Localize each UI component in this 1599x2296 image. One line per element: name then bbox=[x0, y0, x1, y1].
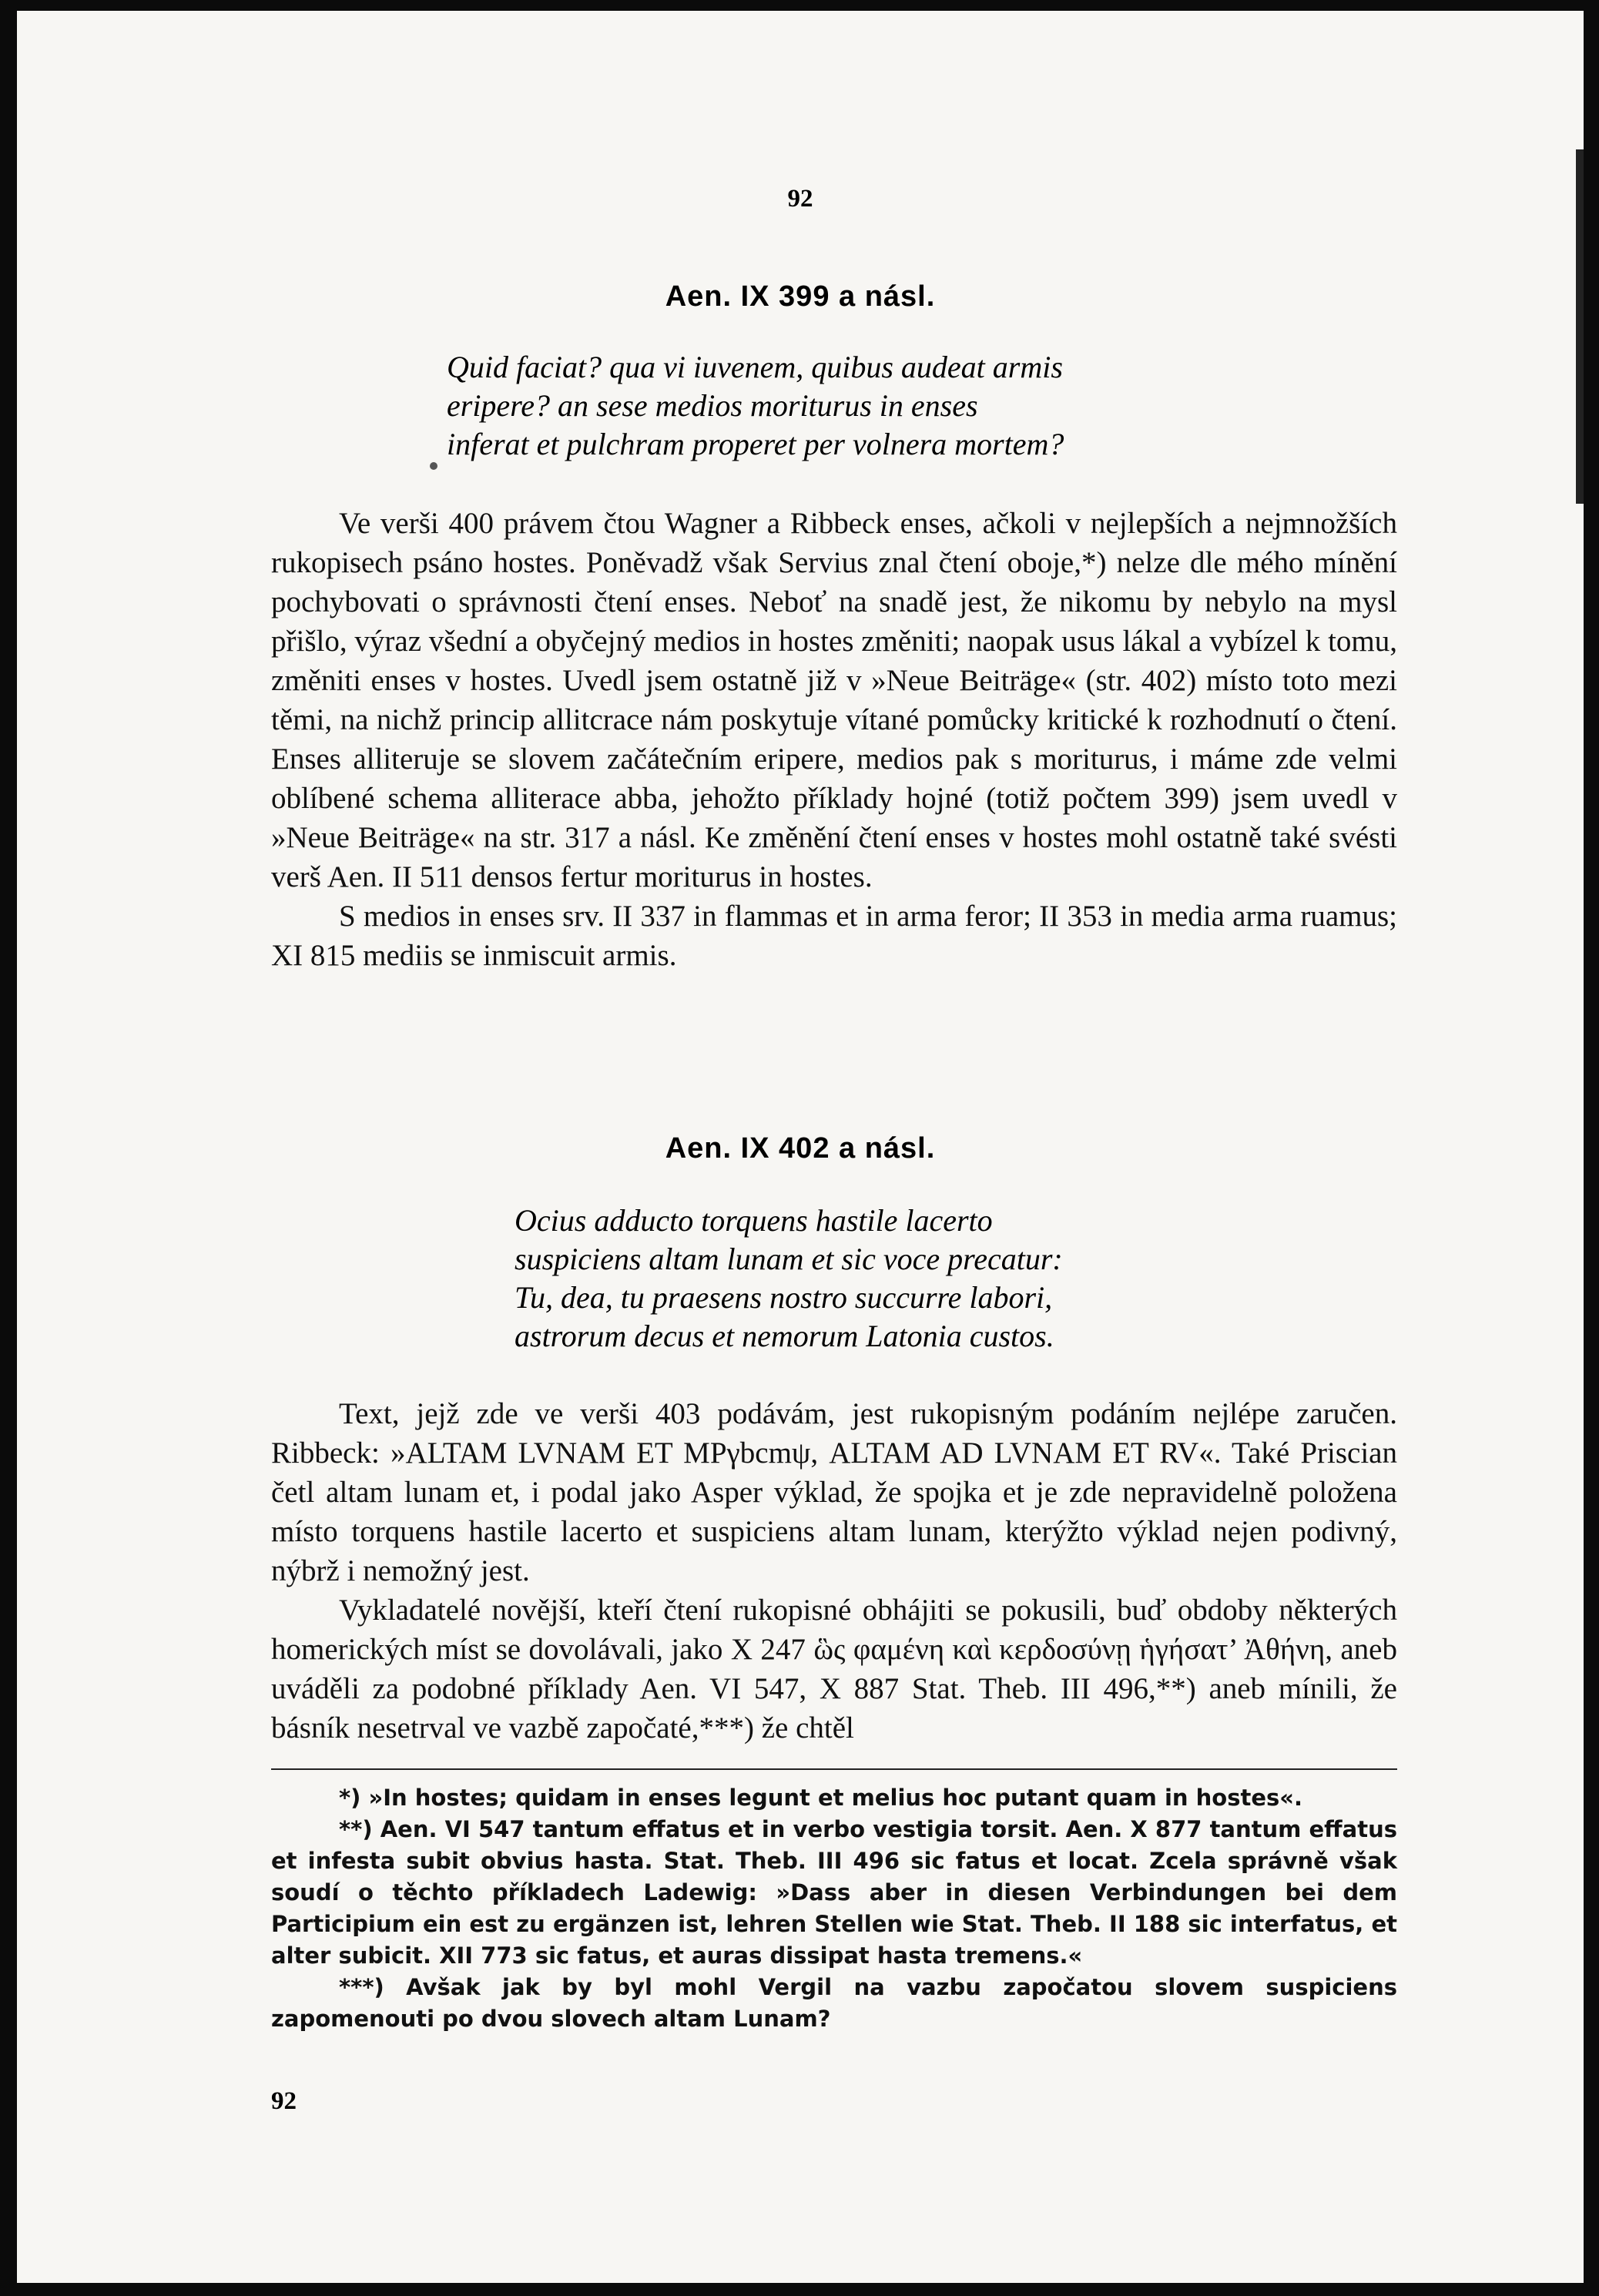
footnotes bbox=[271, 1782, 1397, 2035]
page-number-top: 92 bbox=[787, 185, 813, 213]
footnote: **) Aen. VI 547 tantum effatus et in verbo vestigia torsit. Aen. X 877 tantum effatus et infesta subit obvius hasta. Stat. Theb. III 496 sic fatus et locat. Zcela správně však soudí o těchto příkladech Ladewig: »Dass aber in diesen Verbindungen bei dem Participium ein est zu ergänzen ist, lehren Stellen wie Stat. Theb. II 188 sic interfatus, et alter subicit. XII 773 sic fatus, et auras dissipat hasta tremens.« bbox=[271, 1816, 1397, 1969]
footnote-rule bbox=[271, 1768, 1397, 1770]
paragraph: S medios in enses srv. II 337 in flammas et in arma feror; II 353 in media arma ruamus; XI 815 mediis se inmiscuit armis. bbox=[271, 900, 1397, 972]
footnote: *) »In hostes; quidam in enses legunt et melius hoc putant quam in hostes«. bbox=[339, 1785, 1303, 1811]
verse-quote-1 bbox=[447, 348, 1064, 464]
section-heading-1: Aen. IX 399 a násl. bbox=[665, 280, 936, 313]
body-text-2 bbox=[271, 1394, 1397, 1748]
paragraph: Vykladatelé novější, kteří čtení rukopisné obhájiti se pokusili, buď obdoby některých homerických míst se dovolávali, jako X 247 ὣς φαμένη καὶ κερδοσύνῃ ἡγήσατ’ Ἀθήνη, aneb uváděli za podobné příklady Aen. VI 547, X 887 Stat. Theb. III 496,**) aneb mínili, že básník nesetrval ve vazbě započaté,***) že chtěl bbox=[271, 1594, 1397, 1745]
verse-line: astrorum decus et nemorum Latonia custos. bbox=[515, 1319, 1054, 1353]
verse-line: suspiciens altam lunam et sic voce precatur: bbox=[515, 1242, 1063, 1276]
section-heading-2: Aen. IX 402 a násl. bbox=[665, 1132, 936, 1165]
verse-line: inferat et pulchram properet per volnera mortem? bbox=[447, 427, 1064, 461]
verse-line: Quid faciat? qua vi iuvenem, quibus audeat armis bbox=[447, 350, 1063, 384]
book-page bbox=[17, 11, 1584, 2283]
verse-line: Ocius adducto torquens hastile lacerto bbox=[515, 1203, 993, 1238]
paragraph: Text, jejž zde ve verši 403 podávám, jest rukopisným podáním nejlépe zaručen. Ribbeck: »ALTAM LVNAM ET MPγbcmψ, ALTAM AD LVNAM ET RV«. Také Priscian četl altam lunam et, i podal jako Asper výklad, že spojka et je zde nepravidelně položena místo torquens hastile lacerto et suspiciens altam lunam, kterýžto výklad nejen podivný, nýbrž i nemožný jest. bbox=[271, 1397, 1397, 1587]
body-text-1 bbox=[271, 504, 1397, 975]
verse-quote-2 bbox=[515, 1202, 1063, 1356]
page-number-bottom: 92 bbox=[271, 2087, 297, 2115]
verse-line: eripere? an sese medios moriturus in enses bbox=[447, 388, 978, 423]
verse-line: Tu, dea, tu praesens nostro succurre labori, bbox=[515, 1280, 1053, 1315]
footnote: ***) Avšak jak by byl mohl Vergil na vazbu započatou slovem suspiciens zapomenouti po dvou slovech altam Lunam? bbox=[271, 1974, 1397, 2032]
paragraph: Ve verši 400 právem čtou Wagner a Ribbeck enses, ačkoli v nejlepších a nejmnožších rukopisech psáno hostes. Poněvadž však Servius znal čtení oboje,*) nelze dle mého mínění pochybovati o správnosti čtení enses. Neboť na snadě jest, že nikomu by nebylo na mysl přišlo, výraz všední a obyčejný medios in hostes změniti; naopak usus lákal a vybízel k tomu, změniti enses v hostes. Uvedl jsem ostatně již v »Neue Beiträge« (str. 402) místo toto mezi těmi, na nichž princip allitcrace nám poskytuje vítané pomůcky kritické k rozhodnutí o čtení. Enses alliteruje se slovem začátečním eripere, medios pak s moriturus, i máme zde velmi oblíbené schema alliterace abba, jehožto příklady hojné (totiž počtem 399) jsem uvedl v »Neue Beiträge« na str. 317 a násl. Ke změnění čtení enses v hostes mohl ostatně také svésti verš Aen. II 511 densos fertur moriturus in hostes. bbox=[271, 507, 1397, 893]
ink-dot bbox=[430, 462, 437, 470]
